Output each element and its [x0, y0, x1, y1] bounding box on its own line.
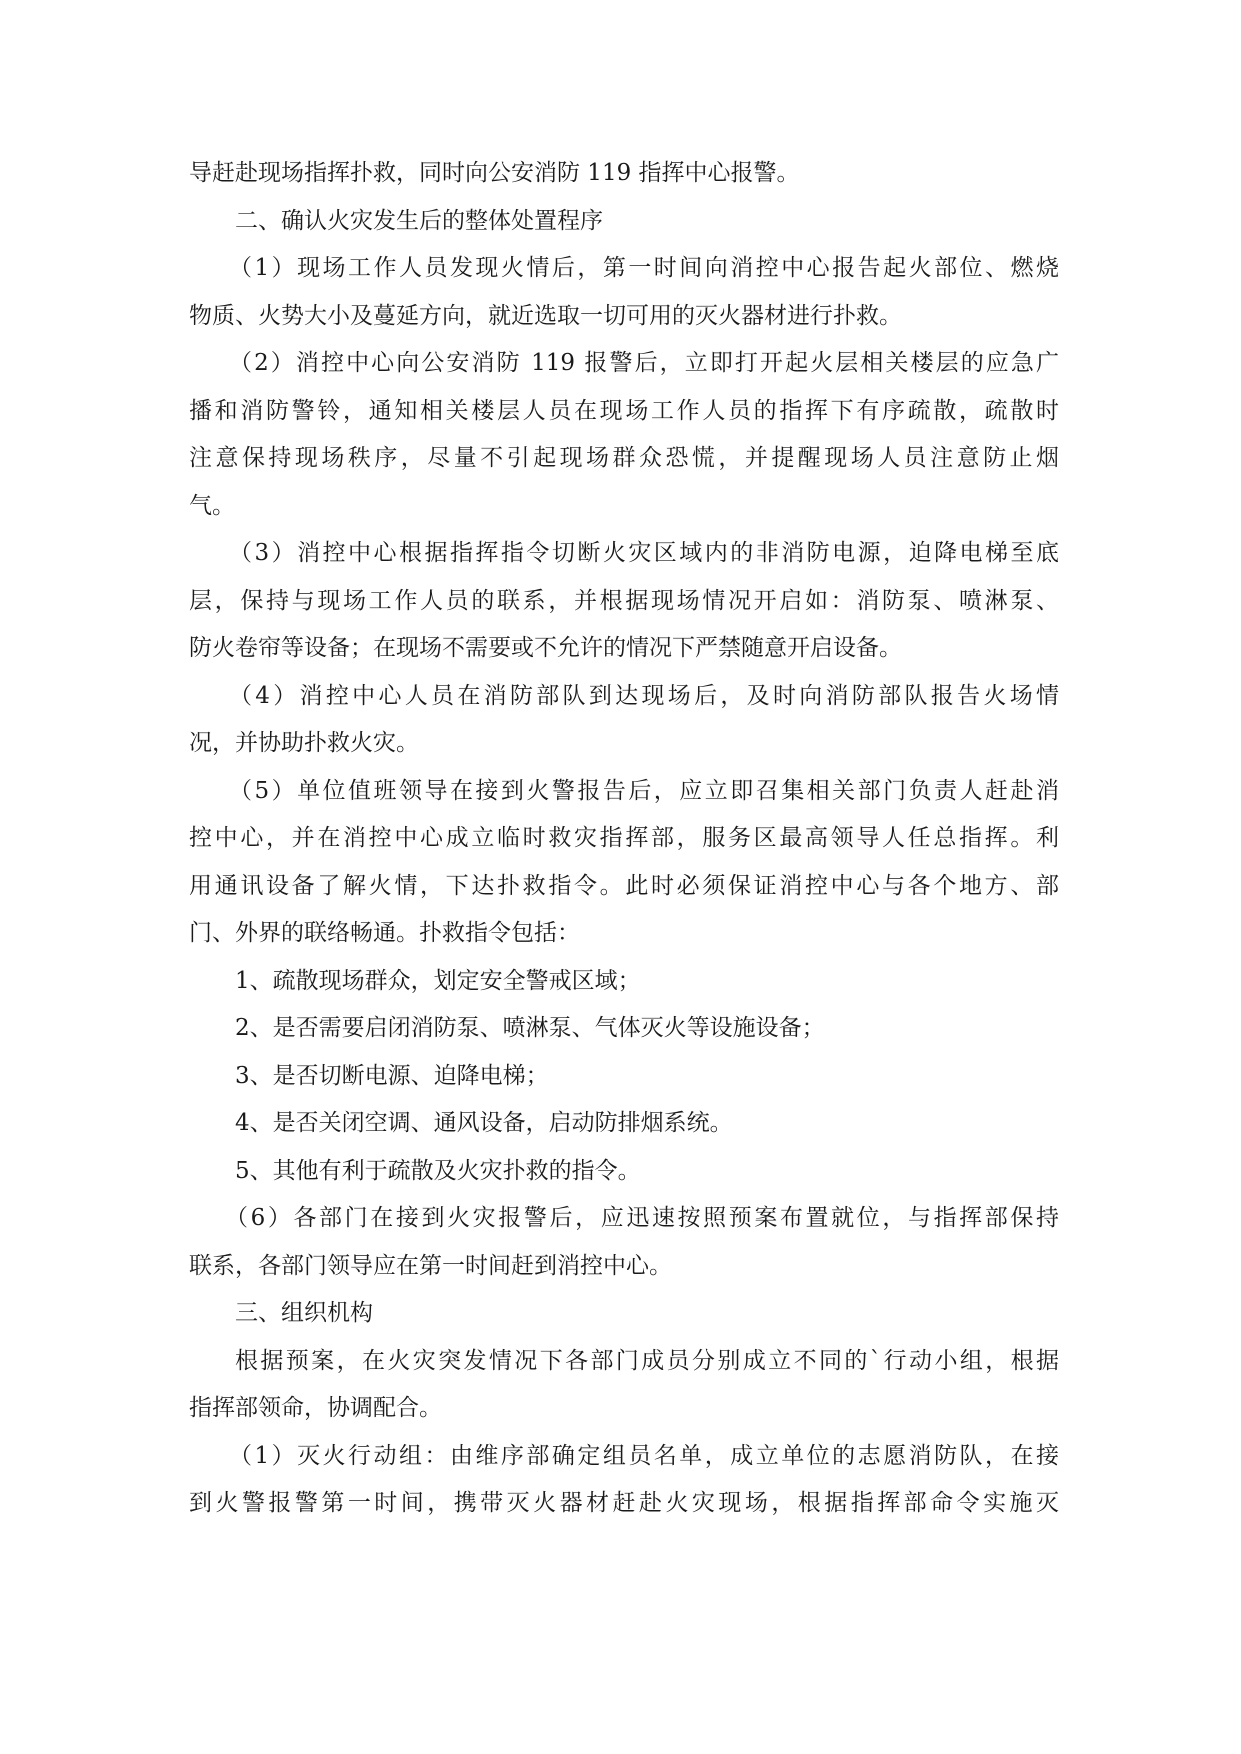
- text-line: 播和消防警铃，通知相关楼层人员在现场工作人员的指挥下有序疏散，疏散时: [189, 397, 1059, 424]
- text-line: （2）消控中心向公安消防 119 报警后，立即打开起火层相关楼层的应急广: [229, 350, 1059, 376]
- text-line: 防火卷帘等设备；在现场不需要或不允许的情况下严禁随意开启设备。: [189, 635, 902, 661]
- list-item: 3、是否切断电源、迫降电梯；: [235, 1062, 549, 1089]
- text-line: 指挥部领命，协调配合。: [189, 1395, 442, 1421]
- text-line: 注意保持现场秩序，尽量不引起现场群众恐慌，并提醒现场人员注意防止烟: [189, 445, 1059, 471]
- text-line: （6）各部门在接到火灾报警后，应迅速按照预案布置就位，与指挥部保持: [225, 1205, 1059, 1231]
- text-line: （4）消控中心人员在消防部队到达现场后，及时向消防部队报告火场情: [229, 682, 1059, 709]
- text-line: 层，保持与现场工作人员的联系，并根据现场情况开启如：消防泵、喷淋泵、: [189, 587, 1059, 614]
- list-item: 4、是否关闭空调、通风设备，启动防排烟系统。: [235, 1110, 733, 1136]
- text-line: 联系，各部门领导应在第一时间赶到消控中心。: [189, 1252, 672, 1279]
- text-line: 物质、火势大小及蔓延方向，就近选取一切可用的灭火器材进行扑救。: [189, 302, 902, 329]
- text-line: （1）灭火行动组：由维序部确定组员名单，成立单位的志愿消防队，在接: [229, 1442, 1059, 1469]
- text-line: 况，并协助扑救火灾。: [189, 730, 419, 756]
- list-item: 2、是否需要启闭消防泵、喷淋泵、气体灭火等设施设备；: [235, 1015, 825, 1041]
- text-line: 导赶赴现场指挥扑救，同时向公安消防 119 指挥中心报警。: [189, 160, 800, 186]
- text-line: 气。: [189, 492, 235, 519]
- text-line: 用通讯设备了解火情，下达扑救指令。此时必须保证消控中心与各个地方、部: [189, 872, 1059, 899]
- text-line: （1）现场工作人员发现火情后，第一时间向消控中心报告起火部位、燃烧: [229, 255, 1059, 281]
- section-heading: 三、组织机构: [235, 1300, 373, 1326]
- document-body: [189, 150, 1059, 1528]
- section-heading: 二、确认火灾发生后的整体处置程序: [235, 207, 603, 234]
- text-line: （5）单位值班领导在接到火警报告后，应立即召集相关部门负责人赶赴消: [229, 777, 1059, 804]
- text-line: 控中心，并在消控中心成立临时救灾指挥部，服务区最高领导人任总指挥。利: [189, 825, 1059, 851]
- text-line: 根据预案，在火灾突发情况下各部门成员分别成立不同的`行动小组，根据: [235, 1347, 1059, 1374]
- text-line: 到火警报警第一时间，携带灭火器材赶赴火灾现场，根据指挥部命令实施灭: [189, 1490, 1059, 1516]
- list-item: 5、其他有利于疏散及火灾扑救的指令。: [235, 1157, 641, 1184]
- text-line: 门、外界的联络畅通。扑救指令包括：: [189, 920, 580, 946]
- text-line: （3）消控中心根据指挥指令切断火灾区域内的非消防电源，迫降电梯至底: [229, 540, 1059, 566]
- list-item: 1、疏散现场群众，划定安全警戒区域；: [235, 967, 641, 994]
